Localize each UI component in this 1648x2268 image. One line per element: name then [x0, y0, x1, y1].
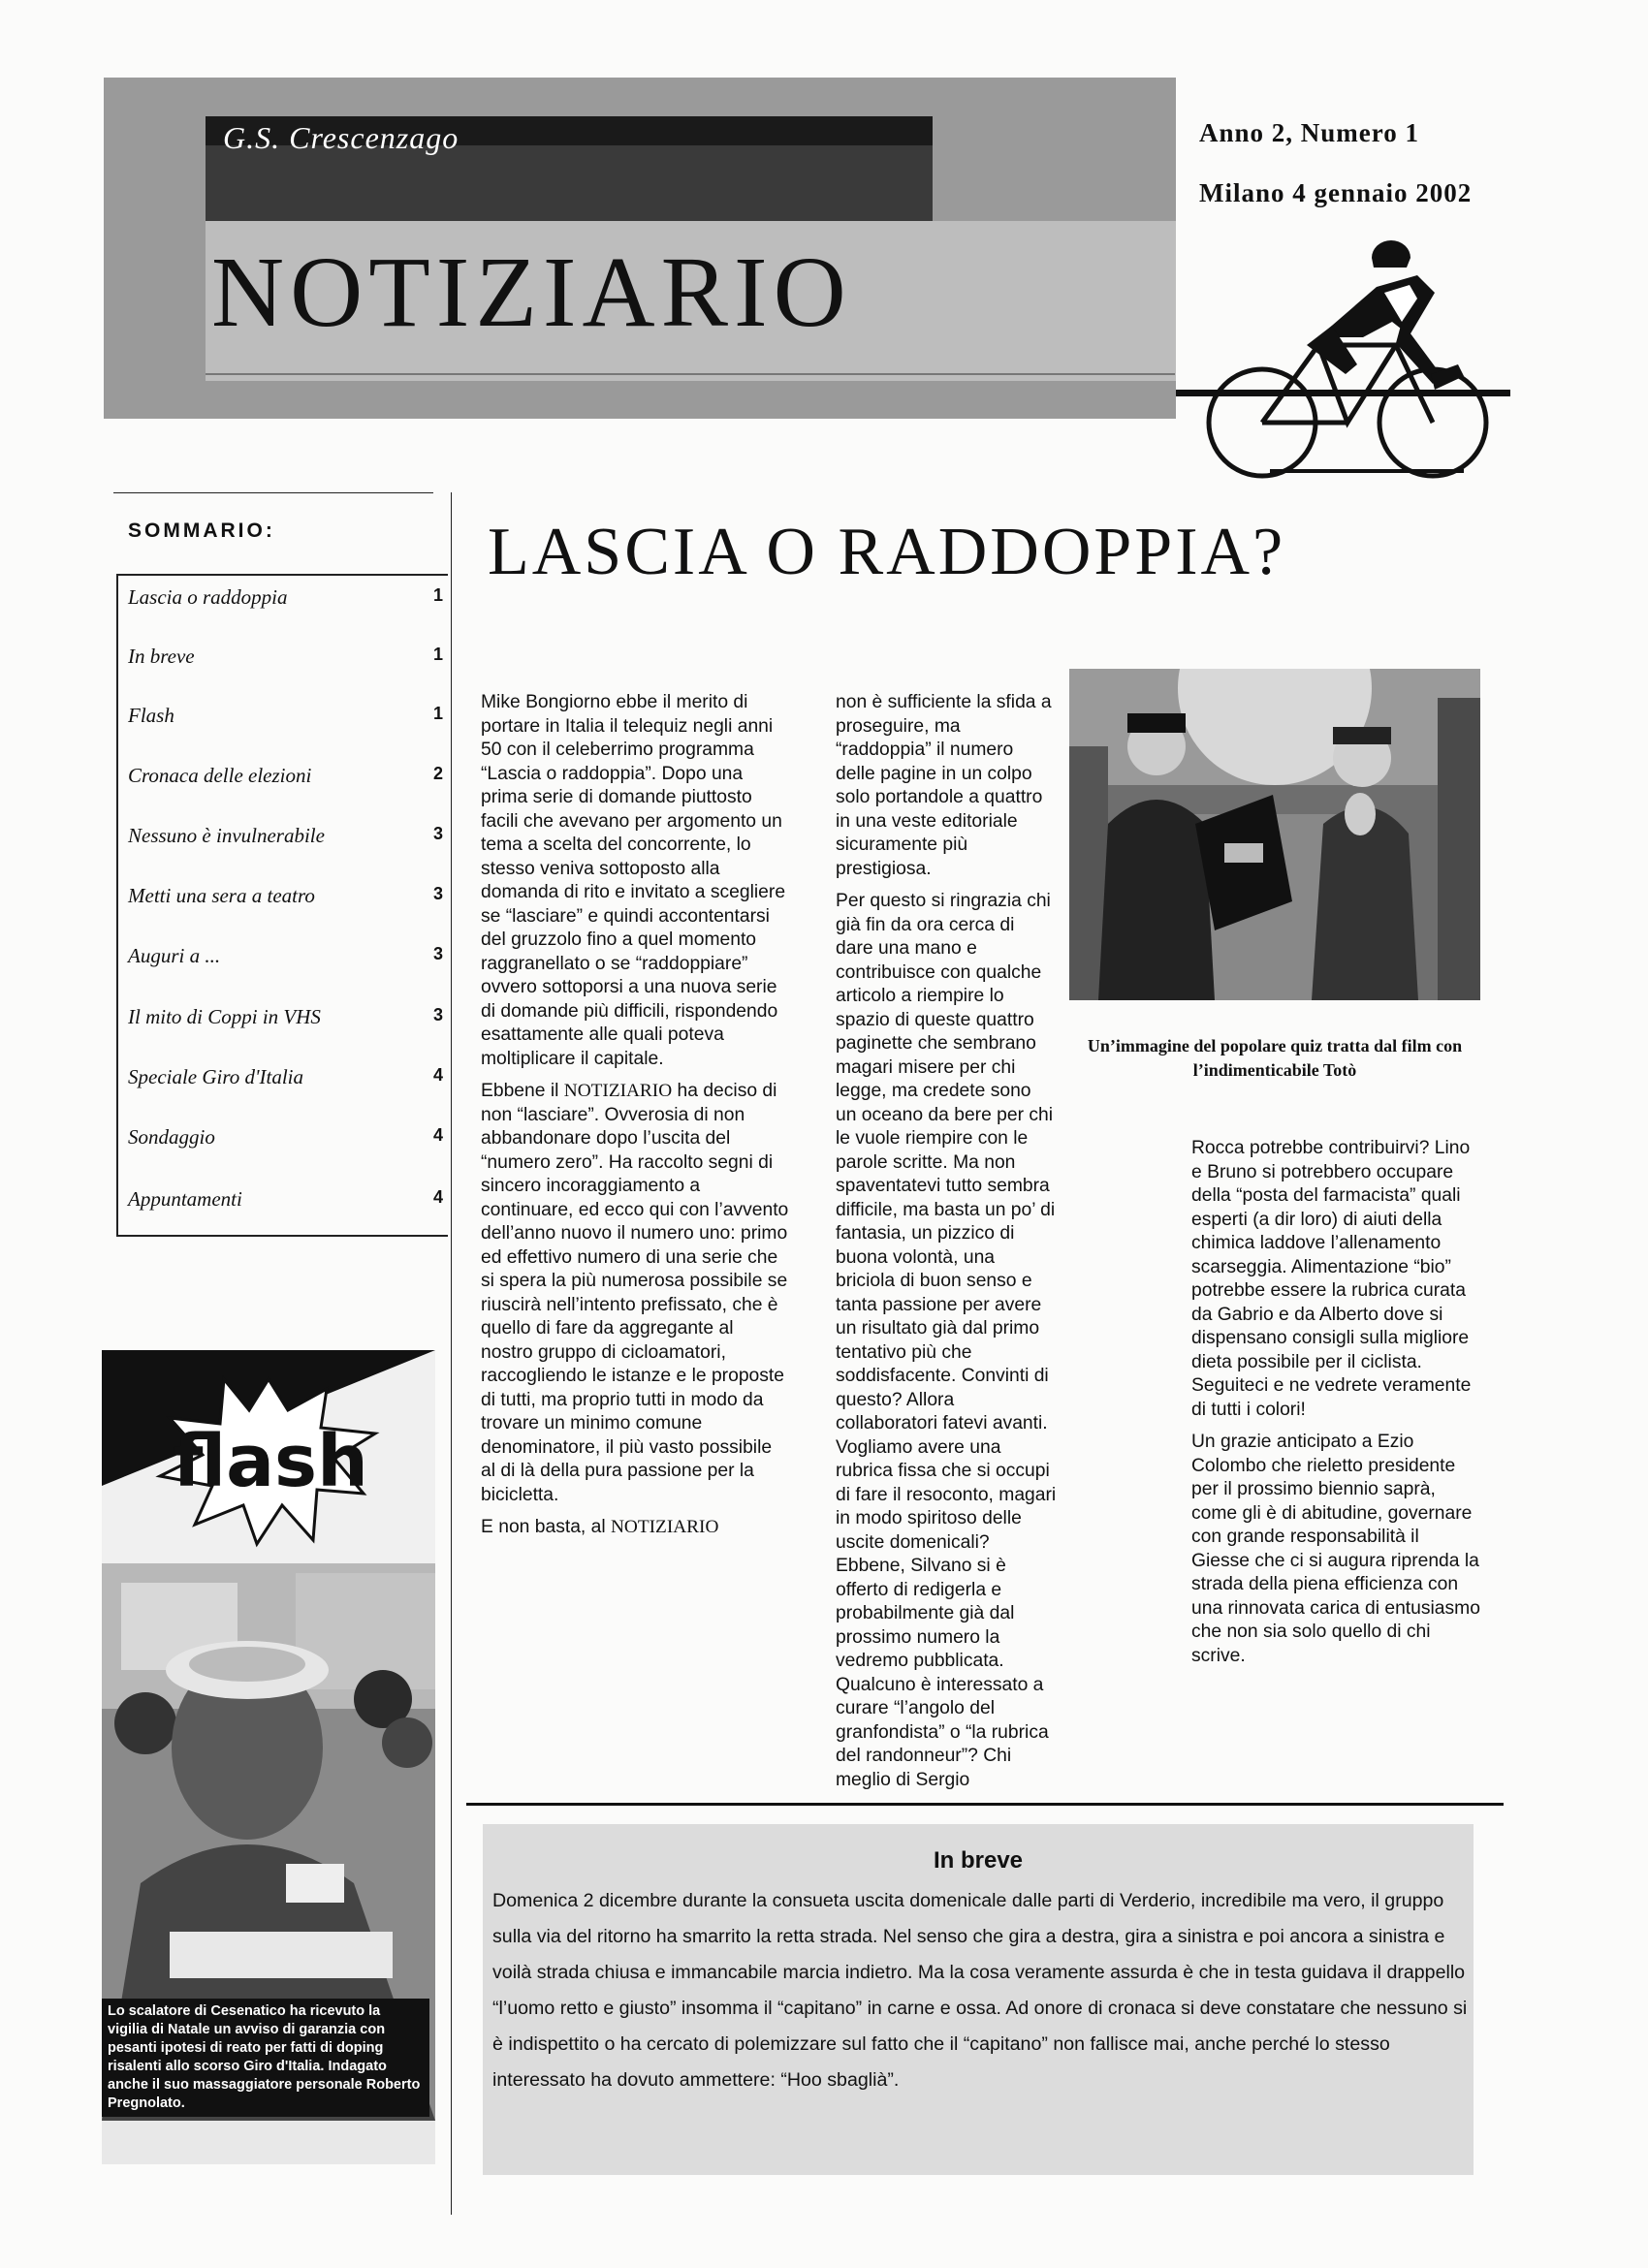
flash-caption: Lo scalatore di Cesenatico ha ricevuto la vigilia di Natale un avviso di garanzia con pesanti ipotesi di reato per fatti di doping risalenti allo scorso Giro d'Italia. Indagato anche il suo massaggiatore personale Roberto Pregnolato.	[102, 1999, 429, 2117]
toc-entry[interactable]	[128, 824, 443, 848]
article-column-3	[1191, 1137, 1482, 1677]
article-paragraph: Per questo si ringrazia chi già fin da ora cerca di dare una mano e contribuisce con qualche articolo a riempire lo spazio di queste quattro paginette che sembrano magari misere per chi legge, ma credete sono un oceano da bere per chi le vuole riempire con le parole scritte. Ma non spaventatevi tutto sembra difficile, ma basta un po’ di fantasia, un pizzico di buona volontà, una briciola di buon senso e tanta passione per avere un risultato già dal primo tentativo più che soddisfacente. Convinti di questo? Allora collaboratori fatevi avanti. Vogliamo avere una rubrica fissa che si occupi di fare il resoconto, magari in modo spiritoso delle uscite domenicali? Ebbene, Silvano si è offerto di redigerla e probabilmente già dal prossimo numero la vedremo pubblicata. Qualcuno è interessato a curare “l’angolo del granfondista” o “la rubrica del randonneur”? Chi meglio di Sergio	[836, 891, 1057, 1790]
sommario-rule	[116, 574, 448, 576]
toc-entry[interactable]	[128, 884, 443, 908]
toc-entry[interactable]	[128, 1125, 443, 1150]
toc-label: Auguri a ...	[128, 944, 221, 967]
article-column-2	[836, 691, 1057, 1801]
toc-page: 4	[432, 1125, 443, 1145]
toc-page: 1	[432, 645, 443, 664]
article-column-1	[481, 691, 789, 1549]
sommario-heading: SOMMARIO:	[128, 520, 275, 542]
article-paragraph: non è sufficiente la sfida a proseguire, ma “raddoppia” il numero delle pagine in un colpo solo portandole a quattro in una veste editoriale sicuramente più prestigiosa.	[836, 692, 1052, 879]
article-paragraph: Un grazie anticipato a Ezio Colombo che rieletto presidente per il prossimo biennio saprà, come gli è di abitudine, governare con grande responsabilità il Giesse che ci si augura riprenda la strada della piena efficienza con una rinnovata carica di entusiasmo che non sia solo quello di chi scrive.	[1191, 1432, 1480, 1666]
issue-number: Anno 2, Numero 1	[1199, 118, 1420, 147]
toc-entry[interactable]	[128, 944, 443, 968]
toc-label: Metti una sera a teatro	[128, 884, 315, 907]
toc-page: 1	[432, 585, 443, 605]
photo-caption: Un’immagine del popolare quiz tratta dal film con l’indimenticabile Totò	[1087, 1036, 1463, 1080]
sommario-bottom-rule	[116, 1235, 448, 1237]
in-breve-title: In breve	[933, 1847, 1024, 1874]
flash-title: flash	[173, 1420, 368, 1503]
toc-entry[interactable]	[128, 645, 443, 669]
toc-page: 3	[432, 1005, 443, 1024]
toc-label: Sondaggio	[128, 1125, 215, 1149]
toc-entry[interactable]	[128, 764, 443, 788]
newsletter-title: NOTIZIARIO	[211, 236, 852, 348]
toc-entry[interactable]	[128, 1187, 443, 1212]
toc-label: In breve	[128, 645, 195, 668]
toc-entry[interactable]	[128, 1065, 443, 1089]
in-breve-body: Domenica 2 dicembre durante la consueta uscita domenicale dalle parti di Verderio, incredibile ma vero, il gruppo sulla via del ritorno ha smarrito la retta strada. Nel senso che gira a destra, gira a sinistra e poi ancora a sinistra e voilà strada chiusa e immancabile marcia indietro. Ma la cosa veramente assurda è che in testa guidava il drappello “l’uomo retto e giusto” insomma il “capitano” in carne e ossa. Ad onore di cronaca si deve constatare che nessuno si è indispettito o ha cercato di polemizzare sul fatto che il “capitano” non fallisce mai, anche perché lo stesso interessato ha dovuto ammettere: “Hoo sbaglià”.	[492, 1890, 1468, 2091]
title-rule	[206, 373, 1175, 375]
toc-label: Cronaca delle elezioni	[128, 764, 312, 787]
sommario-top-rule	[113, 492, 433, 493]
toc-label: Nessuno è invulnerabile	[128, 824, 325, 847]
article-paragraph: Mike Bongiorno ebbe il merito di portare in Italia il telequiz negli anni 50 con il celeberrimo programma “Lascia o raddoppia”. Dopo una prima serie di domande piuttosto facili che avevano per argomento un tema a scelta del concorrente, lo stesso veniva sottoposto alla domanda di rito e invitato a scegliere se “lasciare” e quindi accontentarsi del gruzzolo fino a quel momento raggranellato o se “raddoppiare” ovvero sottoporsi a una nuova serie di domande più difficili, rispondendo esattamente alle quali poteva moltiplicare il capitale.	[481, 692, 786, 1069]
club-name: G.S. Crescenzago	[223, 120, 460, 155]
issue-date: Milano 4 gennaio 2002	[1199, 178, 1473, 207]
toc-label: Appuntamenti	[128, 1187, 242, 1211]
article-title: LASCIA O RADDOPPIA?	[488, 515, 1286, 589]
column-divider	[451, 492, 452, 2215]
toc-label: Flash	[128, 704, 174, 727]
article-paragraph: Ebbene il NOTIZIARIO ha deciso di non “lasciare”. Ovverosia di non abbandonare dopo l’uscita del “numero zero”. Ha raccolto segni di sincero incoraggiamento a continuare, ed ecco qui con l’avvento dell’anno nuovo il numero uno: primo ed effettivo numero di una serie che si spera la più numerosa possibile se riuscirà nell’intento prefissato, che è quello di fare da aggregante al nostro gruppo di cicloamatori, raccogliendo le istanze e le proposte di tutti, ma proprio tutti in modo da trovare un minimo comune denominatore, il più vasto possibile al di là della pura passione per la bicicletta.	[481, 1081, 789, 1505]
toc-page: 4	[432, 1065, 443, 1085]
toc-page: 4	[432, 1187, 443, 1207]
flash-burst-icon	[102, 1350, 435, 1563]
toc-page: 1	[432, 704, 443, 723]
toc-entry[interactable]	[128, 1005, 443, 1029]
toc-entry[interactable]	[128, 585, 443, 610]
toc-page: 3	[432, 884, 443, 903]
toc-page: 3	[432, 824, 443, 843]
toc-label: Speciale Giro d'Italia	[128, 1065, 304, 1088]
in-breve-rule	[466, 1803, 1504, 1806]
toc-label: Lascia o raddoppia	[128, 585, 288, 609]
toc-entry[interactable]	[128, 704, 443, 728]
sommario-side-rule	[116, 574, 118, 1235]
toc-page: 2	[432, 764, 443, 783]
toc-label: Il mito di Coppi in VHS	[128, 1005, 321, 1028]
cyclist-logo	[1202, 229, 1493, 486]
quiz-photo	[1069, 669, 1480, 1000]
article-paragraph: E non basta, al NOTIZIARIO	[481, 1517, 719, 1537]
article-paragraph: Rocca potrebbe contribuirvi? Lino e Bruno si potrebbero occupare della “posta del farmacista” quali esperti (a dir loro) di aiuti della chimica laddove l’allenamento scarseggia. Alimentazione “bio” potrebbe essere la rubrica curata da Gabrio e da Alberto dove si dispensano consigli sulla migliore dieta possibile per il ciclista. Seguiteci e ne vedrete veramente di tutti i colori!	[1191, 1138, 1472, 1420]
toc-page: 3	[432, 944, 443, 963]
